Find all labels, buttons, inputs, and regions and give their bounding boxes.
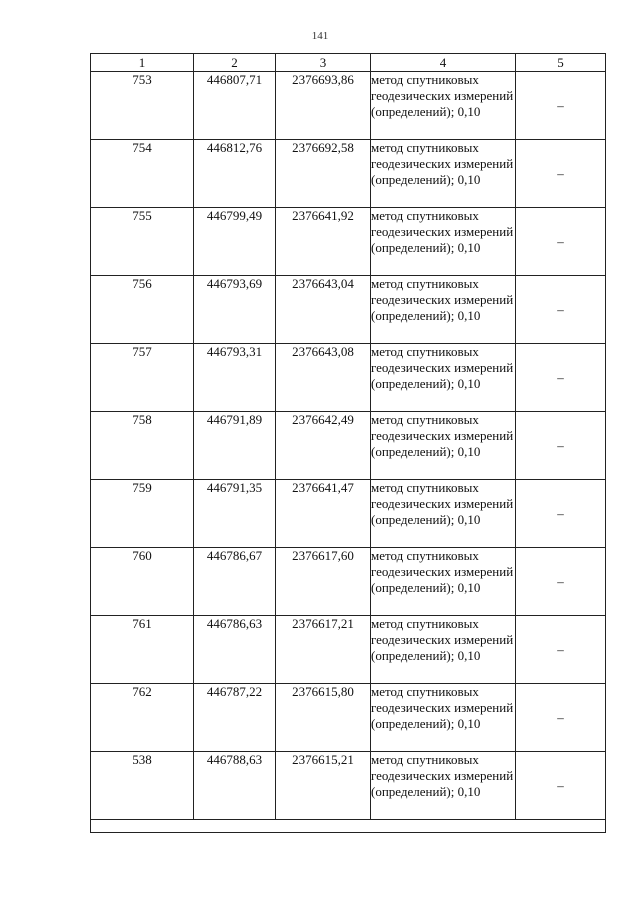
method-cell: метод спутниковых геодезических измерений (определений); 0,10: [371, 616, 516, 684]
point-number-cell: 757: [91, 344, 194, 412]
point-number-cell: 754: [91, 140, 194, 208]
y-coordinate-cell: 2376692,58: [276, 140, 371, 208]
x-coordinate-cell: 446788,63: [194, 752, 276, 820]
column-5-cell: –: [516, 344, 606, 412]
y-coordinate-cell: 2376643,04: [276, 276, 371, 344]
table-row: [91, 72, 606, 140]
y-coordinate-cell: 2376642,49: [276, 412, 371, 480]
method-cell: метод спутниковых геодезических измерений (определений); 0,10: [371, 72, 516, 140]
column-5-cell: –: [516, 480, 606, 548]
table-row: [91, 276, 606, 344]
y-coordinate-cell: 2376615,80: [276, 684, 371, 752]
x-coordinate-cell: 446812,76: [194, 140, 276, 208]
method-cell: метод спутниковых геодезических измерений (определений); 0,10: [371, 412, 516, 480]
point-number-cell: 538: [91, 752, 194, 820]
point-number-cell: 761: [91, 616, 194, 684]
empty-row: [91, 820, 606, 833]
x-coordinate-cell: 446787,22: [194, 684, 276, 752]
column-5-cell: –: [516, 412, 606, 480]
column-5-cell: –: [516, 276, 606, 344]
table-row: [91, 412, 606, 480]
table-row: [91, 616, 606, 684]
method-cell: метод спутниковых геодезических измерений (определений); 0,10: [371, 480, 516, 548]
column-header: 5: [516, 54, 606, 72]
column-header: 3: [276, 54, 371, 72]
y-coordinate-cell: 2376617,60: [276, 548, 371, 616]
coordinates-table: [90, 53, 606, 833]
method-cell: метод спутниковых геодезических измерений (определений); 0,10: [371, 752, 516, 820]
method-cell: метод спутниковых геодезических измерений (определений); 0,10: [371, 548, 516, 616]
table-row: [91, 208, 606, 276]
point-number-cell: 760: [91, 548, 194, 616]
column-5-cell: –: [516, 684, 606, 752]
table-row: [91, 548, 606, 616]
header-row: [91, 54, 606, 72]
point-number-cell: 753: [91, 72, 194, 140]
y-coordinate-cell: 2376641,92: [276, 208, 371, 276]
x-coordinate-cell: 446786,63: [194, 616, 276, 684]
x-coordinate-cell: 446793,31: [194, 344, 276, 412]
point-number-cell: 759: [91, 480, 194, 548]
point-number-cell: 762: [91, 684, 194, 752]
column-5-cell: –: [516, 616, 606, 684]
empty-cell: [91, 820, 606, 833]
y-coordinate-cell: 2376615,21: [276, 752, 371, 820]
table-row: [91, 684, 606, 752]
table-body: [91, 72, 606, 833]
table-row: [91, 752, 606, 820]
x-coordinate-cell: 446799,49: [194, 208, 276, 276]
method-cell: метод спутниковых геодезических измерений (определений); 0,10: [371, 208, 516, 276]
point-number-cell: 758: [91, 412, 194, 480]
column-5-cell: –: [516, 548, 606, 616]
column-header: 4: [371, 54, 516, 72]
table-row: [91, 140, 606, 208]
column-header: 1: [91, 54, 194, 72]
y-coordinate-cell: 2376643,08: [276, 344, 371, 412]
method-cell: метод спутниковых геодезических измерений (определений); 0,10: [371, 140, 516, 208]
x-coordinate-cell: 446791,35: [194, 480, 276, 548]
column-5-cell: –: [516, 140, 606, 208]
method-cell: метод спутниковых геодезических измерений (определений); 0,10: [371, 276, 516, 344]
y-coordinate-cell: 2376693,86: [276, 72, 371, 140]
point-number-cell: 756: [91, 276, 194, 344]
point-number-cell: 755: [91, 208, 194, 276]
x-coordinate-cell: 446786,67: [194, 548, 276, 616]
x-coordinate-cell: 446791,89: [194, 412, 276, 480]
y-coordinate-cell: 2376617,21: [276, 616, 371, 684]
x-coordinate-cell: 446807,71: [194, 72, 276, 140]
table-row: [91, 344, 606, 412]
y-coordinate-cell: 2376641,47: [276, 480, 371, 548]
page-number: 141: [311, 30, 329, 42]
column-header: 2: [194, 54, 276, 72]
x-coordinate-cell: 446793,69: [194, 276, 276, 344]
column-5-cell: –: [516, 752, 606, 820]
method-cell: метод спутниковых геодезических измерений (определений); 0,10: [371, 684, 516, 752]
method-cell: метод спутниковых геодезических измерений (определений); 0,10: [371, 344, 516, 412]
column-5-cell: –: [516, 208, 606, 276]
column-5-cell: –: [516, 72, 606, 140]
table-row: [91, 480, 606, 548]
